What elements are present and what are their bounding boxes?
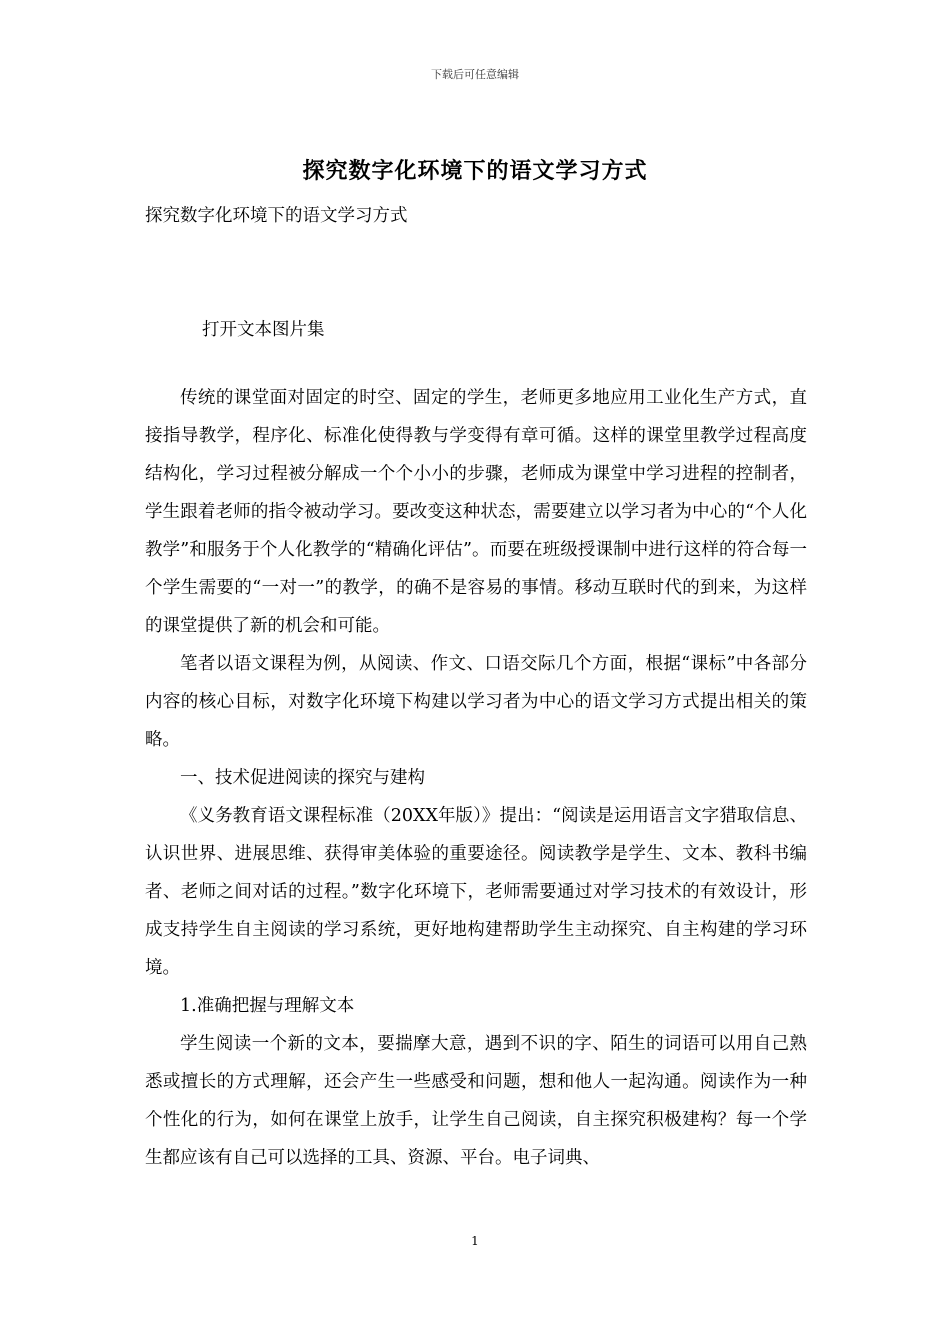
- paragraph-approach: 笔者以语文课程为例，从阅读、作文、口语交际几个方面，根据“课标”中各部分内容的核心目标，对数字化环境下构建以学习者为中心的语文学习方式提出相关的策略。: [145, 654, 807, 750]
- document-body: [145, 379, 807, 1177]
- paragraph-student-reading: 学生阅读一个新的文本，要揣摩大意，遇到不识的字、陌生的词语可以用自己熟悉或擅长的方式理解，还会产生一些感受和问题，想和他人一起沟通。阅读作为一种个性化的行为，如何在课堂上放手，让学生自己阅读，自主探究积极建构？每一个学生都应该有自己可以选择的工具、资源、平台。电子词典、: [145, 1034, 807, 1168]
- document-subtitle: 探究数字化环境下的语文学习方式: [145, 206, 408, 226]
- page-number: 1: [471, 1234, 479, 1248]
- open-image-gallery-link[interactable]: 打开文本图片集: [202, 320, 325, 340]
- paragraph-intro: 传统的课堂面对固定的时空、固定的学生，老师更多地应用工业化生产方式，直接指导教学，程序化、标准化使得教与学变得有章可循。这样的课堂里教学过程高度结构化，学习过程被分解成一个个小小的步骤，老师成为课堂中学习进程的控制者，学生跟着老师的指令被动学习。要改变这种状态，需要建立以学习者为中心的“个人化教学”和服务于个人化教学的“精确化评估”。而要在班级授课制中进行这样的符合每一个学生需要的“一对一”的教学，的确不是容易的事情。移动互联时代的到来，为这样的课堂提供了新的机会和可能。: [145, 388, 807, 636]
- document-title: 探究数字化环境下的语文学习方式: [302, 158, 648, 184]
- section-heading-reading: 一、技术促进阅读的探究与建构: [180, 768, 425, 788]
- page-header-note: 下载后可任意编辑: [431, 68, 519, 81]
- paragraph-curriculum-standard: 《义务教育语文课程标准（20XX年版）》提出：“阅读是运用语言文字猎取信息、认识世界、进展思维、获得审美体验的重要途径。阅读教学是学生、文本、教科书编者、老师之间对话的过程。”数字化环境下，老师需要通过对学习技术的有效设计，形成支持学生自主阅读的学习系统，更好地构建帮助学生主动探究、自主构建的学习环境。: [145, 806, 807, 978]
- subsection-heading-understanding: 1.准确把握与理解文本: [180, 996, 355, 1016]
